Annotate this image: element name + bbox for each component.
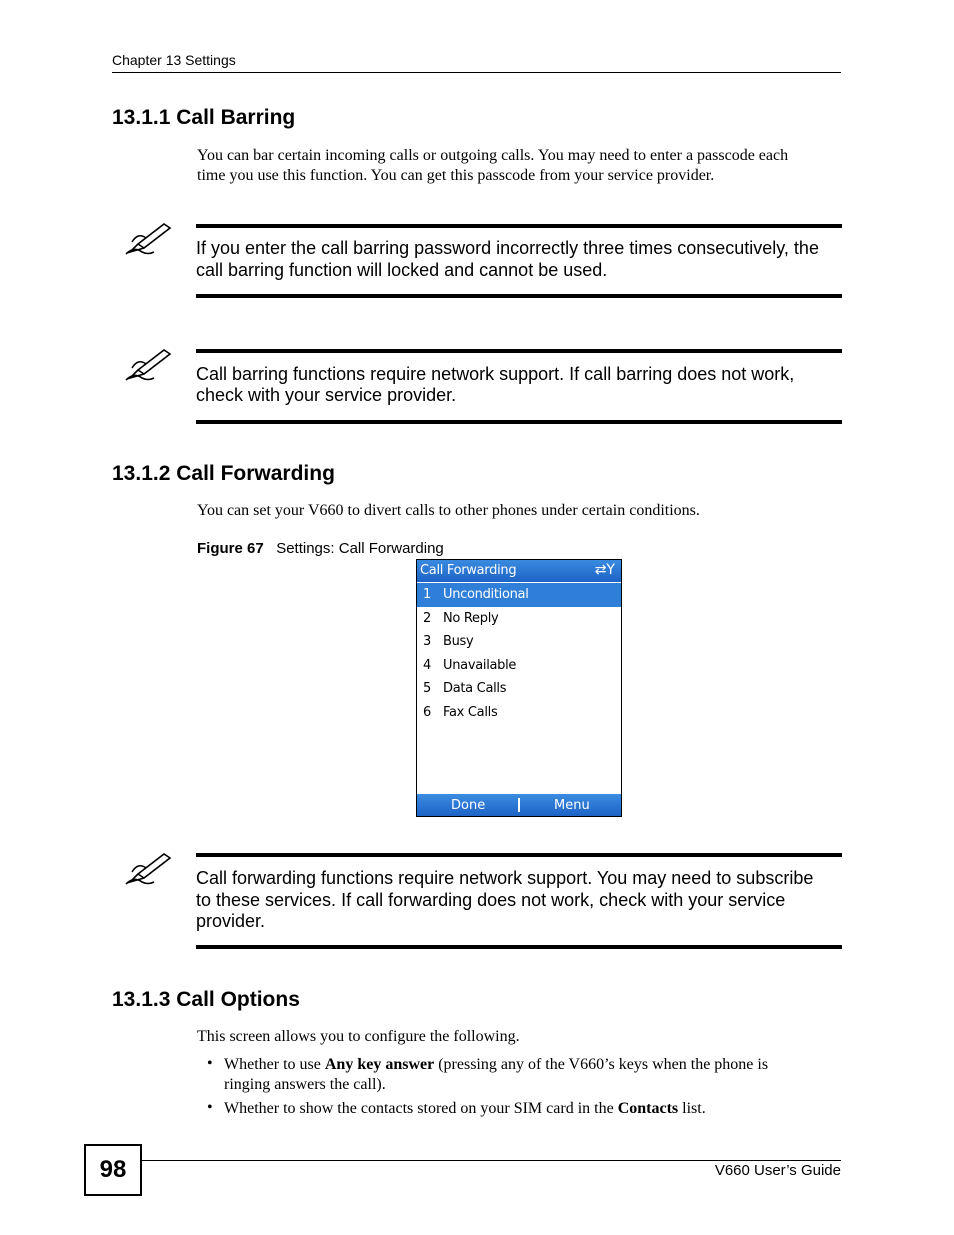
call-barring-body-line2: time you use this function. You can get this passcode from your service provider. bbox=[197, 167, 715, 184]
note-top-rule bbox=[196, 224, 842, 228]
phone-menu-item-no-reply[interactable] bbox=[417, 607, 621, 631]
bullet-1-line1: Whether to use Any key answer (pressing any of the V660’s keys when the phone is bbox=[224, 1056, 769, 1073]
phone-menu-item-number: 3 bbox=[423, 634, 431, 650]
note-1-line1: If you enter the call barring password incorrectly three times consecutively, the bbox=[196, 238, 819, 258]
phone-menu-item-label: Busy bbox=[443, 634, 474, 650]
note-3-line3: provider. bbox=[196, 911, 266, 931]
phone-menu-item-label: Unconditional bbox=[443, 587, 529, 602]
call-options-intro: This screen allows you to configure the following. bbox=[197, 1028, 520, 1045]
bullet-dot: • bbox=[207, 1055, 213, 1072]
phone-menu-item-number: 2 bbox=[423, 610, 431, 626]
phone-menu-list bbox=[417, 583, 621, 725]
note-pencil-icon bbox=[124, 222, 174, 256]
section-heading-call-barring: 13.1.1 Call Barring bbox=[112, 106, 296, 129]
note-pencil-icon bbox=[124, 348, 174, 382]
softkey-done-button[interactable]: Done bbox=[451, 798, 486, 813]
phone-menu-item-unconditional[interactable] bbox=[417, 583, 621, 607]
phone-menu-item-data-calls[interactable] bbox=[417, 677, 621, 701]
figure-label: Figure 67 bbox=[197, 540, 264, 557]
note-pencil-icon bbox=[124, 852, 174, 886]
phone-softkey-bar bbox=[417, 794, 621, 816]
header-rule bbox=[112, 72, 841, 73]
phone-menu-item-label: Data Calls bbox=[443, 681, 507, 697]
note-2-line1: Call barring functions require network support. If call barring does not work, bbox=[196, 364, 795, 384]
footer-rule bbox=[140, 1160, 841, 1161]
phone-title-bar bbox=[417, 560, 621, 582]
phone-menu-item-fax-calls[interactable] bbox=[417, 701, 621, 725]
note-top-rule bbox=[196, 349, 842, 353]
bullet-dot: • bbox=[207, 1099, 213, 1116]
call-barring-body-line1: You can bar certain incoming calls or outgoing calls. You may need to enter a passcode each bbox=[197, 147, 789, 164]
call-forwarding-body: You can set your V660 to divert calls to other phones under certain conditions. bbox=[197, 502, 700, 519]
note-bottom-rule bbox=[196, 945, 842, 949]
phone-menu-item-label: No Reply bbox=[443, 610, 499, 626]
bold-term-any-key-answer: Any key answer bbox=[324, 1056, 435, 1073]
note-3-line2: to these services. If call forwarding does not work, check with your service bbox=[196, 890, 786, 910]
softkey-menu-button[interactable]: Menu bbox=[554, 798, 590, 813]
phone-screenshot bbox=[416, 559, 622, 817]
phone-menu-item-busy[interactable] bbox=[417, 630, 621, 654]
note-bottom-rule bbox=[196, 294, 842, 298]
bold-term-contacts: Contacts bbox=[617, 1100, 679, 1117]
figure-caption bbox=[197, 540, 444, 557]
page-number: 98 bbox=[84, 1144, 142, 1196]
note-3-line1: Call forwarding functions require network support. You may need to subscribe bbox=[196, 868, 814, 888]
phone-menu-item-label: Fax Calls bbox=[443, 704, 498, 720]
phone-menu-item-number: 6 bbox=[423, 704, 431, 720]
note-1-line2: call barring function will locked and cannot be used. bbox=[196, 260, 608, 280]
phone-menu-item-unavailable[interactable] bbox=[417, 654, 621, 678]
phone-menu-item-label: Unavailable bbox=[443, 657, 517, 673]
signal-status-icon: ⇄Y bbox=[594, 562, 615, 578]
footer-guide-title: V660 User’s Guide bbox=[714, 1162, 841, 1179]
phone-menu-item-number: 5 bbox=[423, 681, 431, 697]
section-heading-call-options: 13.1.3 Call Options bbox=[112, 988, 300, 1011]
phone-menu-item-number: 4 bbox=[423, 657, 431, 673]
phone-menu-item-number: 1 bbox=[423, 587, 431, 602]
note-bottom-rule bbox=[196, 420, 842, 424]
note-top-rule bbox=[196, 853, 842, 857]
section-heading-call-forwarding: 13.1.2 Call Forwarding bbox=[112, 462, 335, 485]
softkey-divider bbox=[518, 798, 520, 812]
note-2-line2: check with your service provider. bbox=[196, 385, 457, 405]
phone-title: Call Forwarding bbox=[420, 563, 517, 578]
bullet-1-line2: ringing answers the call). bbox=[224, 1076, 386, 1093]
chapter-header: Chapter 13 Settings bbox=[112, 52, 236, 68]
bullet-2: Whether to show the contacts stored on your SIM card in the Contacts list. bbox=[224, 1100, 706, 1117]
figure-caption-text: Settings: Call Forwarding bbox=[276, 540, 444, 557]
